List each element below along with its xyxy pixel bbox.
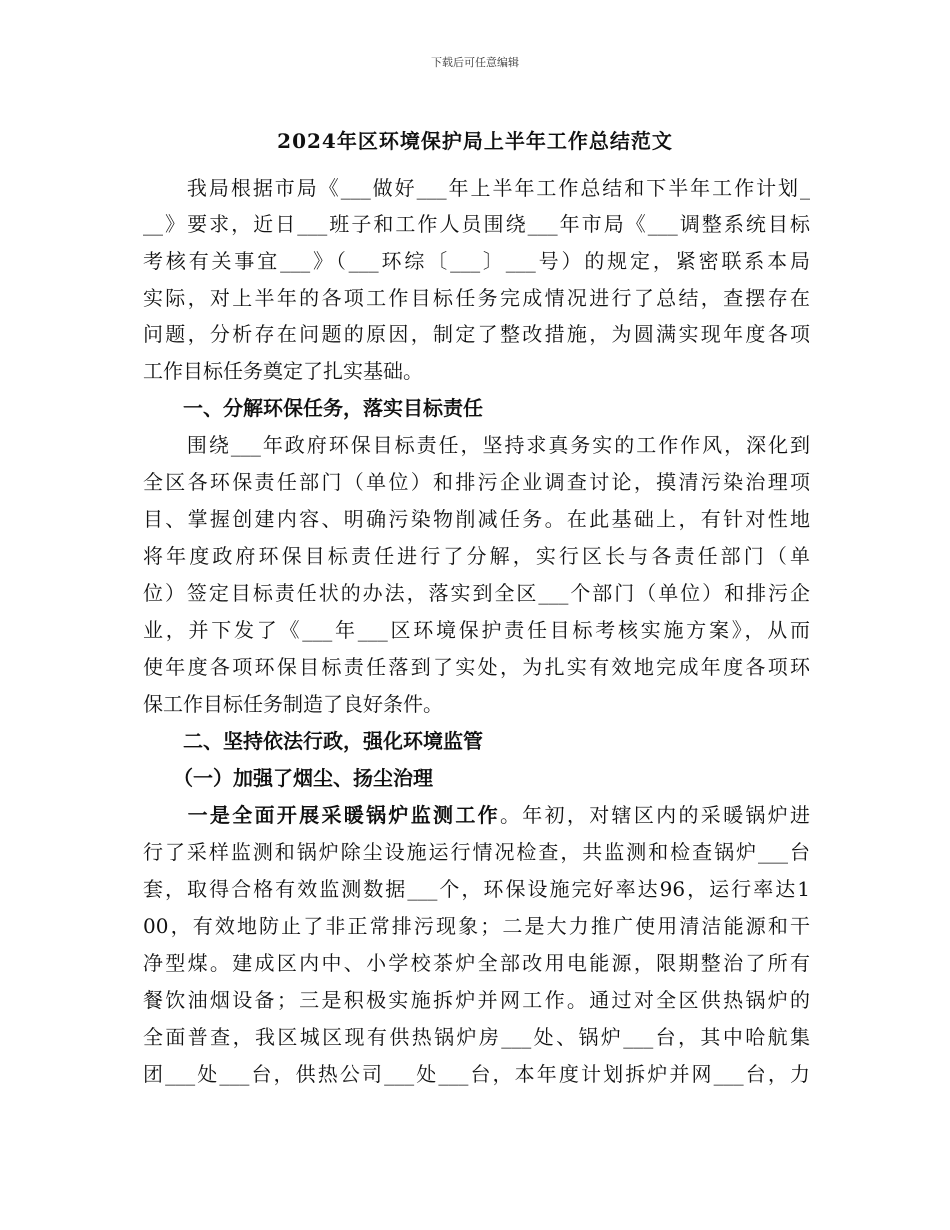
body-line: 套，取得合格有效监测数据___个，环保设施完好率达96，运行率达1: [143, 877, 810, 901]
body-line: 餐饮油烟设备；三是积极实施拆炉并网工作。通过对全区供热锅炉的: [143, 988, 810, 1012]
body-line: 实际，对上半年的各项工作目标任务完成情况进行了总结，查摆存在: [143, 286, 810, 310]
section-heading: 一、分解环保任务，落实目标责任: [143, 396, 483, 420]
body-line: 使年度各项环保目标责任落到了实处，为扎实有效地完成年度各项环: [143, 655, 810, 679]
body-line: 行了采样监测和锅炉除尘设施运行情况检查，共监测和检查锅炉___台: [143, 840, 810, 864]
body-line: 考核有关事宜___》（___环综〔___〕___号）的规定，紧密联系本局: [143, 249, 810, 273]
body-line: 工作目标任务奠定了扎实基础。: [143, 359, 423, 383]
section-heading: 二、坚持依法行政，强化环境监管: [143, 729, 483, 753]
inline-bold-lead: 一是全面开展采暖锅炉监测工作: [143, 803, 500, 827]
body-line: 业，并下发了《___年___区环境保护责任目标考核实施方案》，从而: [143, 618, 810, 642]
body-line: 团___处___台，供热公司___处___台，本年度计划拆炉并网___台，力: [143, 1062, 810, 1086]
subsection-heading: （一）加强了烟尘、扬尘治理: [143, 766, 433, 790]
document-title: 2024年区环境保护局上半年工作总结范文: [277, 129, 673, 153]
body-line: 目、掌握创建内容、明确污染物削减任务。在此基础上，有针对性地: [143, 507, 810, 531]
body-line: [143, 802, 810, 828]
header-note: 下载后可任意编辑: [431, 56, 519, 69]
body-line: 保工作目标任务制造了良好条件。: [143, 692, 443, 716]
body-line: 围绕___年政府环保目标责任，坚持求真务实的工作作风，深化到: [143, 433, 810, 457]
body-line: 我局根据市局《___做好___年上半年工作总结和下半年工作计划_: [143, 176, 810, 200]
body-line: 问题，分析存在问题的原因，制定了整改措施，为圆满实现年度各项: [143, 322, 810, 346]
body-line: 将年度政府环保目标责任进行了分解，实行区长与各责任部门（单: [143, 544, 810, 568]
body-line: 全区各环保责任部门（单位）和排污企业调查讨论，摸清污染治理项: [143, 470, 810, 494]
body-line: 00，有效地防止了非正常排污现象；二是大力推广使用清洁能源和干: [143, 914, 810, 938]
body-line: __》要求，近日___班子和工作人员围绕___年市局《___调整系统目标: [143, 212, 810, 236]
body-line: 位）签定目标责任状的办法，落实到全区___个部门（单位）和排污企: [143, 581, 810, 605]
inline-text: 。年初，对辖区内的采暖锅炉进: [499, 803, 811, 827]
body-line: 净型煤。建成区内中、小学校茶炉全部改用电能源，限期整治了所有: [143, 951, 810, 975]
body-line: 全面普查，我区城区现有供热锅炉房___处、锅炉___台，其中哈航集: [143, 1025, 810, 1049]
